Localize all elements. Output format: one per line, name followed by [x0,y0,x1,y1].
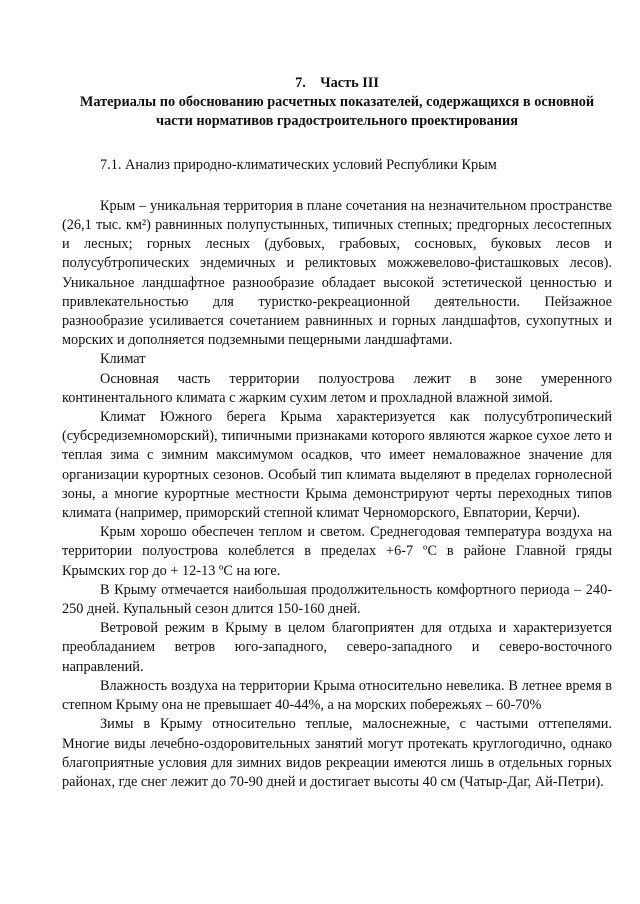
section-title: Материалы по обоснованию расчетных показателей, содержащихся в основной части нормативов градостроительного проектирования [79,94,595,130]
paragraph-winter: Зимы в Крыму относительно теплые, малоснежные, с частыми оттепелями. Многие виды лечебно-оздоровительных занятий могут протекать круглогодично, однако благоприятные условия для зимних видов рекреации имеются лишь в отдельных горных районах, где снег лежит до 70-90 дней и достигает высоты 40 см (Чатыр-Даг, Ай-Петри). [62,716,612,790]
paragraph-landscape: Крым – уникальная территория в плане сочетания на незначительном пространстве (26,1 тыс. км²) равнинных полупустынных, типичных степных; предгорных лесостепных и лесных; горных лесных (дубовых, грабовых, сосновых, буковых лесов и полусубтропических эндемичных и реликтовых можжевелово-фисташковых лесов). Уникальное ландшафтное разнообразие обладает высокой эстетической ценностью и привлекательностью для туристко-рекреационной деятельности. Пейзажное разнообразие усиливается сочетанием равнинных и горных ландшафтов, сухопутных и морских и дополняется подземными пещерными ландшафтами. [62,197,612,349]
subsection-heading: 7.1. Анализ природно-климатических условий Республики Крым [100,156,497,173]
body-text [62,197,612,792]
paragraph-temperature: Крым хорошо обеспечен теплом и светом. Среднегодовая температура воздуха на территории полуострова колеблется в пределах +6-7 ºС в районе Главной гряды Крымских гор до + 12-13 ºС на юге. [62,524,612,579]
document-page [62,74,612,792]
section-number: 7. [295,75,306,91]
paragraph-wind: Ветровой режим в Крыму в целом благоприятен для отдыха и характеризуется преобладанием ветров юго-западного, северо-западного и северо-восточного направлений. [62,620,612,675]
paragraph-climate-heading: Климат [100,351,146,368]
paragraph-continental-climate: Основная часть территории полуострова лежит в зоне умеренного континентального климата с жарким сухим летом и прохладной влажной зимой. [62,370,612,406]
section-part: Часть III [320,75,379,91]
paragraph-humidity: Влажность воздуха на территории Крыма относительно невелика. В летнее время в степном Крыму она не превышает 40-44%, а на морских побережьях – 60-70% [62,677,612,714]
paragraph-comfort-period: В Крыму отмечается наибольшая продолжительность комфортного периода – 240-250 дней. Купальный сезон длится 150-160 дней. [62,581,612,618]
paragraph-south-coast-climate: Климат Южного берега Крыма характеризуется как полусубтропический (субсредиземноморский), типичными признаками которого являются жаркое сухое лето и теплая зима с зимним максимумом осадков, что имеет немаловажное значение для организации курортных сезонов. Особый тип климата выделяют в пределах горнолесной зоны, а многие курортные местности Крыма демонстрируют черты переходных типов климата (например, приморский степной климат Черноморского, Евпатории, Керчи). [62,409,612,522]
section-heading [62,74,612,93]
